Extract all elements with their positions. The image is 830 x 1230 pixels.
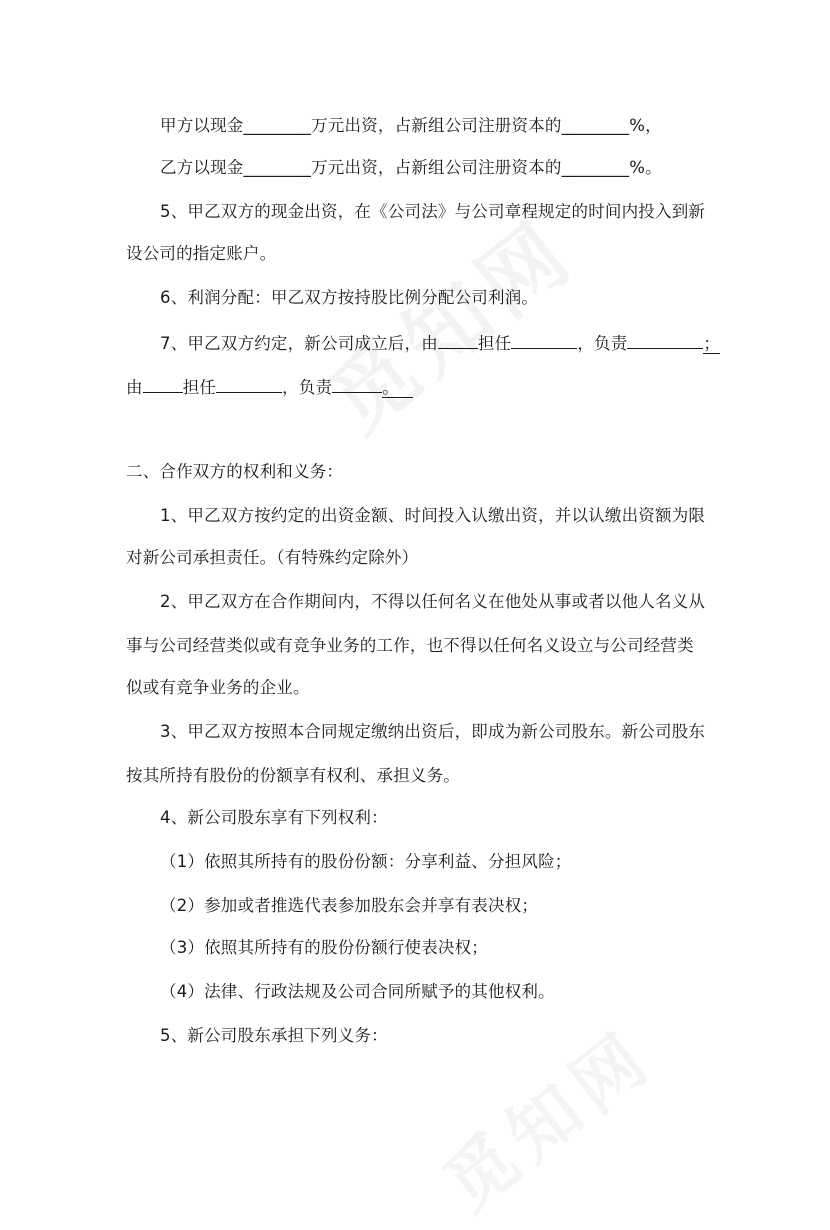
blank-line (332, 374, 382, 393)
paragraph-line-15: 按其所持有股份的份额享有权利、承担义务。 (126, 766, 460, 785)
blank-line (216, 374, 282, 393)
blank-line (438, 330, 478, 349)
blank-line (511, 330, 577, 349)
blank-line (143, 374, 183, 393)
blank-line (627, 330, 703, 349)
paragraph-line-7 (126, 374, 413, 400)
clause-7-text-1: 7、甲乙双方约定，新公司成立后，由 (160, 334, 438, 353)
clause-7-text-4: ； (703, 334, 721, 353)
paragraph-line-2: 乙方以现金________万元出资，占新组公司注册资本的________%。 (160, 158, 662, 177)
clause-7-cont-text-3: ，负责 (282, 378, 333, 397)
paragraph-line-21: 5、新公司股东承担下列义务： (160, 1026, 388, 1045)
list-item-4: （4）法律、行政法规及公司合同所赋予的其他权利。 (160, 982, 555, 1001)
clause-7-text-3: ，负责 (577, 334, 628, 353)
list-item-2: （2）参加或者推选代表参加股东会并享有表决权； (160, 896, 539, 915)
paragraph-line-4: 设公司的指定账户。 (126, 244, 277, 263)
clause-7-cont-text-1: 由 (126, 378, 143, 397)
paragraph-line-6 (160, 330, 720, 356)
paragraph-line-12: 事与公司经营类似或有竞争业务的工作，也不得以任何名义设立与公司经营类 (126, 636, 694, 655)
list-item-3: （3）依照其所持有的股份份额行使表决权； (160, 938, 488, 957)
clause-7-text-2: 担任 (477, 334, 512, 353)
paragraph-line-11: 2、甲乙双方在合作期间内，不得以任何名义在他处从事或者以他人名义从 (160, 592, 706, 611)
paragraph-line-5: 6、利润分配：甲乙双方按持股比例分配公司利润。 (160, 288, 539, 307)
watermark (300, 186, 597, 455)
paragraph-line-14: 3、甲乙双方按照本合同规定缴纳出资后，即成为新公司股东。新公司股东 (160, 722, 706, 741)
paragraph-line-3: 5、甲乙双方的现金出资，在《公司法》与公司章程规定的时间内投入到新 (160, 202, 706, 221)
paragraph-line-10: 对新公司承担责任。（有特殊约定除外） (126, 548, 419, 567)
clause-7-cont-text-2: 担任 (182, 378, 217, 397)
paragraph-line-1: 甲方以现金________万元出资，占新组公司注册资本的________%， (160, 116, 662, 135)
paragraph-line-9: 1、甲乙双方按约定的出资金额、时间投入认缴出资，并以认缴出资额为限 (160, 506, 706, 525)
clause-7-cont-text-4: 。 (382, 378, 413, 398)
section-heading-2: 二、合作双方的权利和义务： (126, 462, 344, 481)
watermark-bottom (420, 1002, 671, 1229)
paragraph-line-13: 似或有竞争业务的企业。 (126, 678, 310, 697)
paragraph-line-16: 4、新公司股东享有下列权利： (160, 808, 388, 827)
list-item-1: （1）依照其所持有的股份份额：分享利益、分担风险； (160, 852, 572, 871)
